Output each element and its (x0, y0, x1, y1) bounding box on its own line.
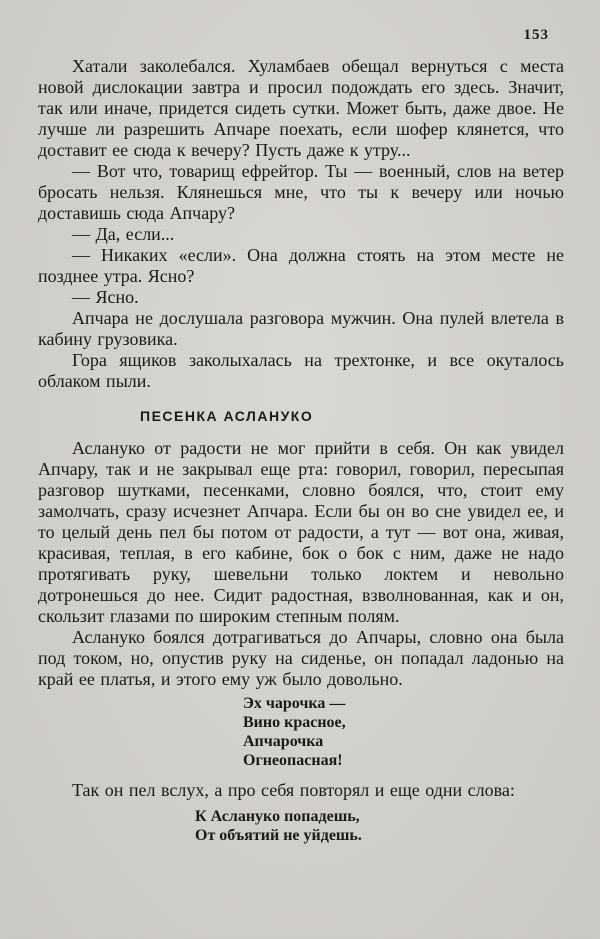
paragraph-dialogue: — Вот что, товарищ ефрейтор. Ты — военный, слов на ветер бросать нельзя. Клянешься мне, что ты к вечеру или ночью доставишь сюда Апчару? (38, 161, 564, 223)
verse-line: От объятий не уйдешь. (195, 827, 362, 844)
paragraph: Апчара не дослушала разговора мужчин. Она пулей влетела в кабину грузовика. (38, 308, 564, 349)
paragraph: Так он пел вслух, а про себя повторял и еще одни слова: (72, 780, 515, 800)
verse-line: Апчарочка (243, 733, 324, 750)
page-text (38, 56, 564, 845)
verse-line: Эх чарочка — (243, 695, 346, 712)
song-verse (195, 807, 564, 845)
page-number: 153 (523, 27, 549, 43)
paragraph: Хатали заколебался. Хуламбаев обещал вернуться с места новой дислокации завтра и просил подождать его здесь. Значит, так или иначе, придется сидеть сутки. Может быть, даже двое. Не лучше ли разрешить Апчаре поехать, если шофер клянется, что доставит ее сюда к вечеру? Пусть даже к утру... (38, 56, 564, 160)
verse-line: Огнеопасная! (243, 752, 343, 769)
verse-line: К Аслануко попадешь, (195, 808, 360, 825)
verse-line: Вино красное, (243, 714, 346, 731)
paragraph: Аслануко боялся дотрагиваться до Апчары, словно она была под током, но, опустив руку на сиденье, он попадал ладонью на край ее платья, и этого ему уж было довольно. (38, 627, 564, 689)
song-verse (243, 694, 564, 770)
paragraph: Гора ящиков заколыхалась на трехтонке, и все окуталось облаком пыли. (38, 350, 564, 391)
paragraph-dialogue: — Никаких «если». Она должна стоять на этом месте не позднее утра. Ясно? (38, 245, 564, 286)
paragraph-dialogue: — Ясно. (72, 287, 139, 307)
paragraph-dialogue: — Да, если... (72, 224, 175, 244)
paragraph: Аслануко от радости не мог прийти в себя. Он как увидел Апчару, так и не закрывал еще рта: говорил, говорил, пересыпая разговор шутками, песенками, словно боялся, что, стоит ему замолчать, сразу исчезнет Апчара. Если бы он во сне увидел ее, и то целый день пел бы потом от радости, а тут — вот она, живая, красивая, теплая, в его кабине, бок о бок с ним, даже не надо протягивать руку, шевельни только локтем и невольно дотронешься до нее. Сидит радостная, взволнованная, как и он, скользит глазами по широким степным полям. (38, 438, 564, 626)
chapter-heading: ПЕСЕНКА АСЛАНУКО (140, 408, 314, 424)
